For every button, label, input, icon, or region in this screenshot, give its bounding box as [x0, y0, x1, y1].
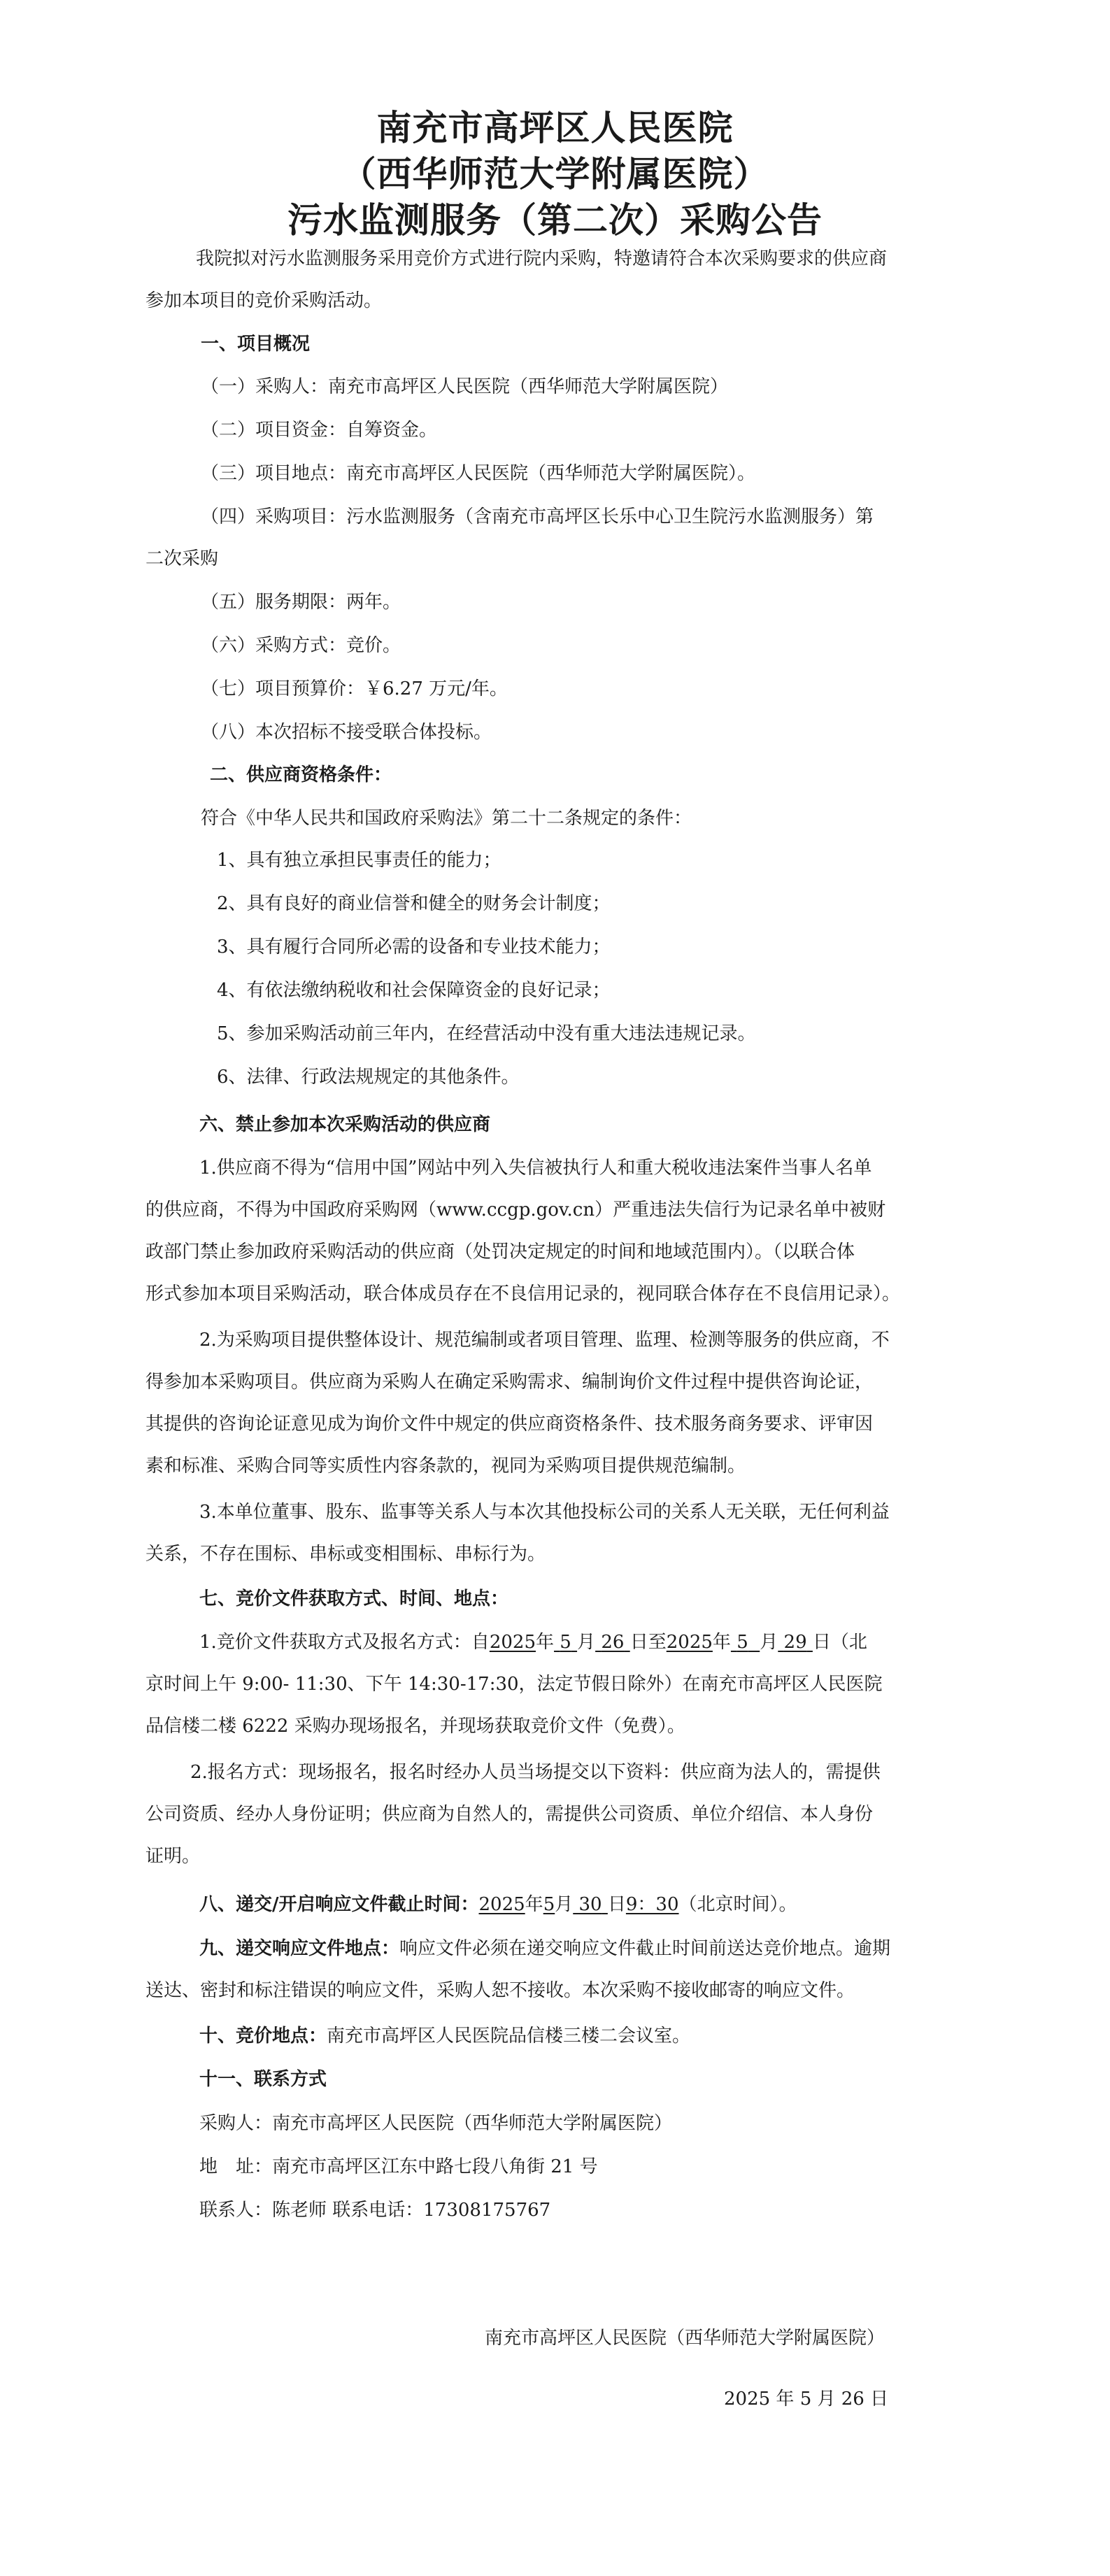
s1-item-6: （六）采购方式：竞价。	[201, 635, 401, 656]
section-11-heading: 十一、联系方式	[199, 2069, 327, 2090]
s1-item-2: （二）项目资金：自筹资金。	[201, 420, 438, 441]
s7-start-month-value: 5	[560, 1632, 571, 1653]
s7-p1-prefix: 1.竞价文件获取方式及报名方式：自	[199, 1632, 490, 1653]
intro-line-2: 参加本项目的竞价采购活动。	[145, 290, 383, 311]
s7-text: 月	[760, 1632, 778, 1653]
s7-start-day	[595, 1632, 630, 1653]
s1-item-3: （三）项目地点：南充市高坪区人民医院（西华师范大学附属医院）。	[201, 463, 756, 484]
s11-contact: 联系人：陈老师 联系电话：17308175767	[199, 2200, 551, 2221]
s2-item-3: 3、具有履行合同所必需的设备和专业技术能力；	[217, 937, 611, 958]
section-7-heading: 七、竞价文件获取方式、时间、地点：	[199, 1588, 509, 1609]
s1-item-1: （一）采购人：南充市高坪区人民医院（西华师范大学附属医院）	[201, 376, 729, 397]
s7-start-year: 2025	[489, 1632, 536, 1653]
s7-text: 年	[712, 1632, 731, 1653]
s8-day-value: 30	[578, 1894, 602, 1915]
s2-item-1: 1、具有独立承担民事责任的能力；	[217, 850, 501, 871]
s7-end-month	[731, 1632, 760, 1653]
s1-item-5: （五）服务期限：两年。	[201, 592, 401, 613]
section-10	[199, 2023, 690, 2049]
s1-item-8: （八）本次招标不接受联合体投标。	[201, 722, 492, 743]
title-line-2: （西华师范大学附属医院）	[341, 153, 769, 194]
section-10-heading: 十、竞价地点：	[199, 2026, 327, 2047]
section-2-heading: 二、供应商资格条件：	[210, 764, 392, 785]
s6-p3-line-2: 关系，不存在围标、串标或变相围标、串标行为。	[145, 1544, 546, 1565]
s7-p1-line-3: 品信楼二楼 6222 采购办现场报名，并现场获取竞价文件（免费）。	[145, 1716, 685, 1737]
section-6-heading: 六、禁止参加本次采购活动的供应商	[199, 1114, 491, 1135]
s7-p2-line-3: 证明。	[145, 1846, 201, 1867]
s1-item-4: （四）采购项目：污水监测服务（含南充市高坪区长乐中心卫生院污水监测服务）第	[201, 506, 874, 527]
s8-text: 年	[525, 1894, 543, 1915]
s7-p1-line-2: 京时间上午 9:00- 11:30、下午 14:30-17:30，法定节假日除外）在南充市高坪区人民医院	[145, 1674, 883, 1695]
s7-start-month	[554, 1632, 577, 1653]
s7-end-day	[778, 1632, 813, 1653]
s7-p2-line-1: 2.报名方式：现场报名，报名时经办人员当场提交以下资料：供应商为法人的，需提供	[190, 1762, 881, 1783]
s6-p3-line-1: 3.本单位董事、股东、监事等关系人与本次其他投标公司的关系人无关联，无任何利益	[199, 1502, 890, 1523]
section-9-line-2: 送达、密封和标注错误的响应文件，采购人恕不接收。本次采购不接收邮寄的响应文件。	[145, 1980, 855, 2001]
s7-text: 月	[577, 1632, 596, 1653]
s7-start-day-value: 26	[601, 1632, 625, 1653]
s7-text: 日（北	[812, 1632, 867, 1653]
s2-intro: 符合《中华人民共和国政府采购法》第二十二条规定的条件：	[201, 808, 692, 829]
title-line-3: 污水监测服务（第二次）采购公告	[287, 199, 823, 241]
title-line-1: 南充市高坪区人民医院	[376, 107, 734, 148]
signature-org: 南充市高坪区人民医院（西华师范大学附属医院）	[485, 2328, 885, 2349]
document-title	[0, 105, 1110, 243]
s7-p1-line-1	[199, 1630, 867, 1655]
s7-p2-line-2: 公司资质、经办人身份证明；供应商为自然人的，需提供公司资质、单位介绍信、本人身份	[145, 1804, 874, 1825]
signature-date: 2025 年 5 月 26 日	[724, 2389, 889, 2410]
s2-item-6: 6、法律、行政法规规定的其他条件。	[217, 1067, 520, 1088]
section-1-heading: 一、项目概况	[201, 334, 311, 355]
s9-text-1: 响应文件必须在递交响应文件截止时间前送达竞价地点。逾期	[399, 1938, 891, 1959]
section-9-heading: 九、递交响应文件地点：	[199, 1938, 400, 1959]
s7-text: 年	[535, 1632, 554, 1653]
s8-text: 日	[607, 1894, 626, 1915]
s6-p2-line-4: 素和标准、采购合同等实质性内容条款的，视同为采购项目提供规范编制。	[145, 1456, 746, 1476]
s8-day	[573, 1894, 608, 1915]
section-9-line-1	[199, 1936, 890, 1961]
s8-text: 月	[555, 1894, 574, 1915]
s7-end-month-value: 5	[737, 1632, 748, 1653]
s11-buyer: 采购人：南充市高坪区人民医院（西华师范大学附属医院）	[199, 2113, 673, 2134]
s6-p2-line-2: 得参加本采购项目。供应商为采购人在确定采购需求、编制询价文件过程中提供咨询论证，	[145, 1372, 874, 1393]
s7-text: 日至	[629, 1632, 667, 1653]
s6-p1-line-2: 的供应商，不得为中国政府采购网（www.ccgp.gov.cn）严重违法失信行为记录名单中被财	[145, 1200, 886, 1221]
intro-line-1: 我院拟对污水监测服务采用竞价方式进行院内采购，特邀请符合本次采购要求的供应商	[196, 248, 888, 269]
s1-item-7: （七）项目预算价：￥6.27 万元/年。	[201, 678, 508, 699]
s8-year: 2025	[478, 1894, 525, 1915]
s6-p1-line-3: 政部门禁止参加政府采购活动的供应商（处罚决定规定的时间和地域范围内）。（以联合体	[145, 1241, 855, 1262]
s8-month: 5	[543, 1894, 555, 1915]
s2-item-5: 5、参加采购活动前三年内，在经营活动中没有重大违法违规记录。	[217, 1023, 756, 1044]
s7-end-day-value: 29	[783, 1632, 807, 1653]
section-8	[199, 1892, 797, 1917]
s8-time: 9：30	[625, 1894, 679, 1915]
section-8-heading: 八、递交/开启响应文件截止时间：	[199, 1894, 479, 1915]
s6-p2-line-3: 其提供的咨询论证意见成为询价文件中规定的供应商资格条件、技术服务商务要求、评审因	[145, 1414, 874, 1435]
s8-suffix: （北京时间）。	[678, 1894, 797, 1915]
s1-item-4-cont: 二次采购	[145, 548, 219, 569]
s2-item-2: 2、具有良好的商业信誉和健全的财务会计制度；	[217, 893, 611, 914]
s6-p1-line-1: 1.供应商不得为“信用中国”网站中列入失信被执行人和重大税收违法案件当事人名单	[199, 1158, 872, 1179]
s2-item-4: 4、有依法缴纳税收和社会保障资金的良好记录；	[217, 980, 611, 1001]
s11-address: 地 址：南充市高坪区江东中路七段八角街 21 号	[199, 2156, 598, 2177]
s6-p1-line-4: 形式参加本项目采购活动，联合体成员存在不良信用记录的，视同联合体存在不良信用记录）。	[145, 1283, 901, 1304]
s10-text: 南充市高坪区人民医院品信楼三楼二会议室。	[327, 2026, 691, 2047]
s7-end-year: 2025	[666, 1632, 713, 1653]
s6-p2-line-1: 2.为采购项目提供整体设计、规范编制或者项目管理、监理、检测等服务的供应商，不	[199, 1330, 890, 1351]
